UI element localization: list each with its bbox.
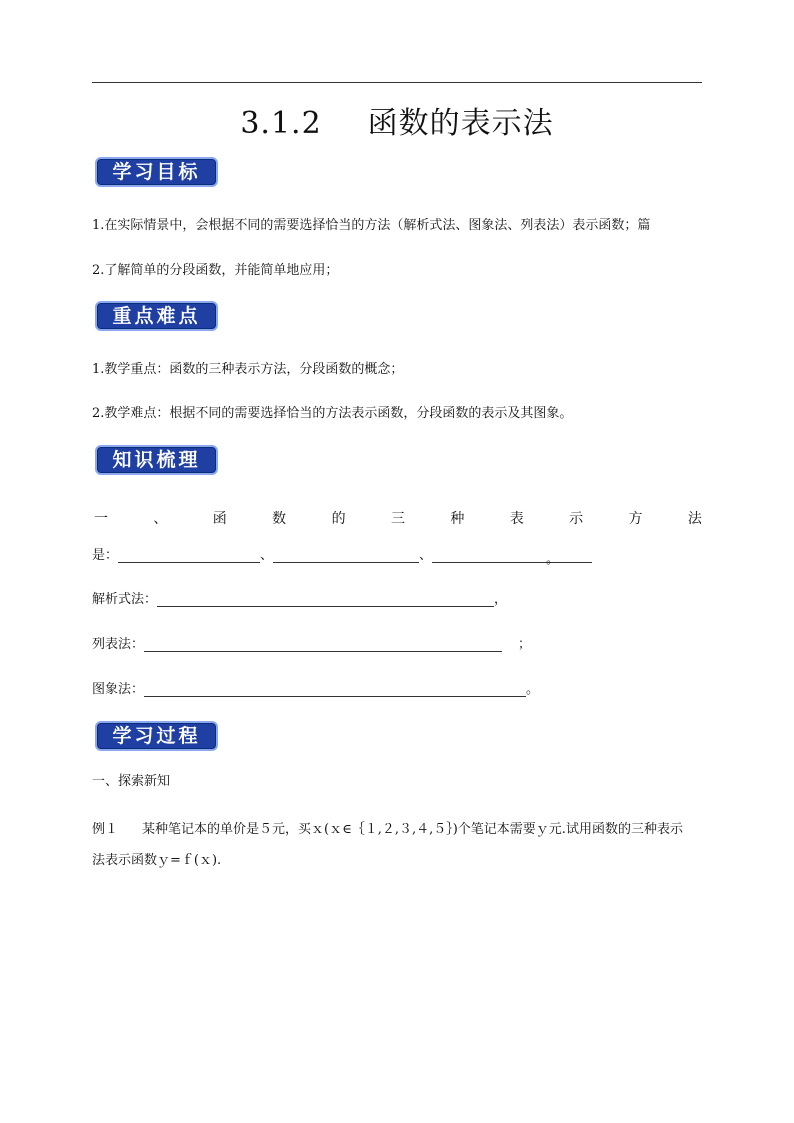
table-end: ； xyxy=(518,637,532,652)
analytic-label: 解析式法： xyxy=(92,592,158,607)
example-1-line-2: 法表示函数ｙ=ｆ(ｘ). xyxy=(92,853,222,868)
spread-char: 法 xyxy=(687,511,702,527)
spread-char: 数 xyxy=(272,511,287,527)
end-mark: 。 xyxy=(546,548,592,563)
spread-char: 方 xyxy=(628,511,643,527)
example-text: 某种笔记本的单价是５元，买ｘ(ｘ∈｛１,２,３,４,５｝)个笔记本需要ｙ元.试用函数的三种表示 xyxy=(142,822,683,837)
graph-blank[interactable] xyxy=(144,682,526,697)
badge-knowledge-review: 知识梳理 xyxy=(95,445,218,475)
goal-item-2: 2.了解简单的分段函数，并能简单地应用； xyxy=(92,263,339,278)
answer-blank-3[interactable] xyxy=(432,548,546,563)
spread-char: 种 xyxy=(450,511,465,527)
spread-char: 表 xyxy=(509,511,524,527)
table-label: 列表法： xyxy=(92,637,145,652)
analytic-end: ， xyxy=(494,592,508,607)
graph-method-line xyxy=(92,678,539,697)
table-blank[interactable] xyxy=(144,637,502,652)
badge-key-points: 重点难点 xyxy=(95,301,218,331)
spread-char: 三 xyxy=(390,511,405,527)
graph-label: 图象法： xyxy=(92,682,145,697)
example-1-line-1 xyxy=(92,818,683,837)
section-number: 3.1.2 xyxy=(240,106,322,141)
spread-char: 的 xyxy=(331,511,346,527)
example-label: 例１ xyxy=(92,822,119,837)
badge-learning-goals: 学习目标 xyxy=(95,157,218,187)
spread-char: 一 xyxy=(94,511,108,527)
line-prefix: 是： xyxy=(92,548,119,563)
answer-blank-2[interactable] xyxy=(273,548,419,563)
header-rule xyxy=(92,82,702,83)
separator: 、 xyxy=(260,548,274,563)
graph-end: 。 xyxy=(526,682,540,697)
analytic-blank[interactable] xyxy=(157,592,494,607)
badge-learning-process: 学习过程 xyxy=(95,721,218,751)
spread-char: 、 xyxy=(153,511,168,527)
spread-char: 函 xyxy=(212,511,227,527)
three-methods-spread-line xyxy=(94,508,702,528)
three-methods-blanks-line xyxy=(92,544,592,567)
table-method-line xyxy=(92,633,531,652)
spread-char: 示 xyxy=(569,511,584,527)
goal-item-1: 1.在实际情景中，会根据不同的需要选择恰当的方法（解析式法、图象法、列表法）表示函数；篇 xyxy=(92,218,651,233)
key-item-1: 1.教学重点：函数的三种表示方法，分段函数的概念； xyxy=(92,362,404,377)
subsection-explore: 一、探索新知 xyxy=(92,774,171,789)
key-item-2: 2.教学难点：根据不同的需要选择恰当的方法表示函数，分段函数的表示及其图象。 xyxy=(92,406,573,421)
separator: 、 xyxy=(419,548,433,563)
page-title xyxy=(92,98,702,142)
title-text: 函数的表示法 xyxy=(367,106,554,141)
analytic-method-line xyxy=(92,588,507,607)
answer-blank-1[interactable] xyxy=(118,548,260,563)
